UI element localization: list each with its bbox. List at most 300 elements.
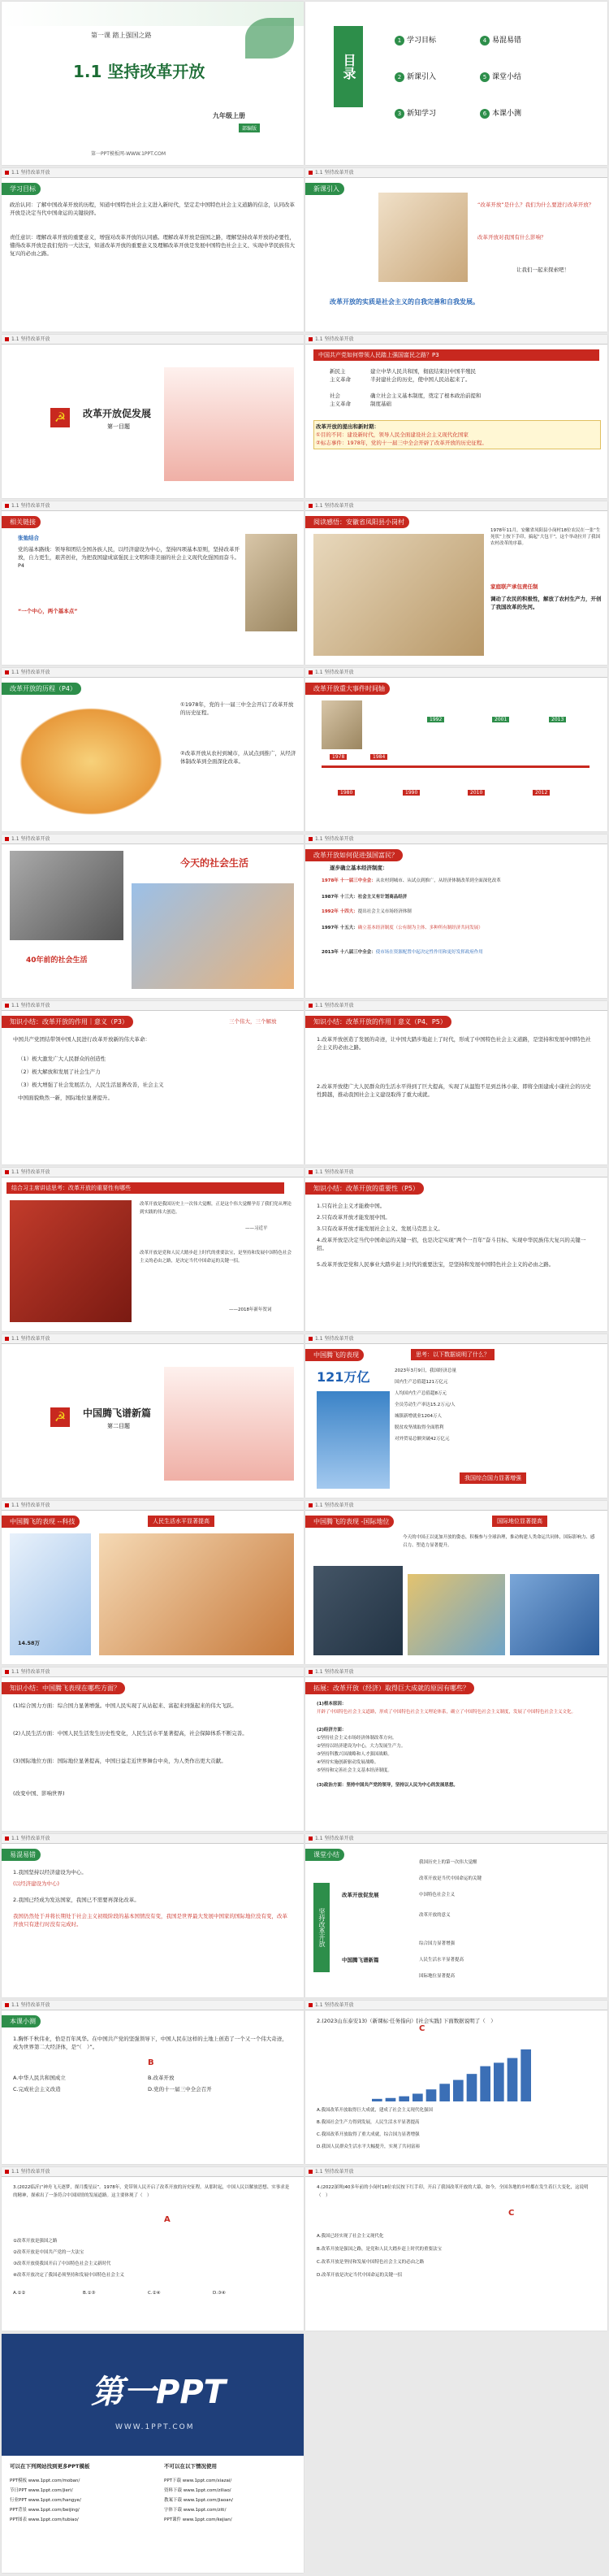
pitfall-item: (以经济建设为中心) (13, 1880, 60, 1887)
data-line: 对外贸易总额突破42万亿元 (395, 1437, 450, 1442)
section-title: 改革开放促发展 (83, 408, 152, 419)
question-bar: 思考：以下数据说明了什么？ (411, 1349, 495, 1360)
role-paragraph: 2.改革开放使广大人民群众的生活水平得到了巨大提高，实现了从温饱不足到总体小康、即将全面建成小康社会的历史性跨越，推动我国社会主义建设取得了重大成就。 (317, 1083, 591, 1098)
data-image (317, 1391, 390, 1489)
slide-contents (305, 2, 607, 165)
slide-header: 1.1 坚持改革开放 (2, 2167, 304, 2177)
cover-footer: 第一PPT模板网-WWW.1PPT.COM (91, 151, 166, 157)
conclusion-label: 人民生活水平显著提高 (148, 1516, 214, 1527)
slide-reasons (305, 1667, 607, 1831)
footer-link[interactable]: 教案下载 www.1ppt.com/jiaoan/ (164, 2498, 233, 2503)
contents-item-6[interactable] (480, 107, 521, 119)
intro-bottom: 改革开放的实质是社会主义的自我完善和自我发展。 (330, 298, 479, 306)
read-text: 1978年11月，安徽省凤阳县小岗村18位农民在一张“生死状”上按下手印，搞起“大包干”，这个举动拉开了我国农村改革的序幕。 (490, 528, 601, 546)
peacekeeper-photo (510, 1574, 599, 1655)
side-note: 三个伟大，三个解放 (229, 1018, 277, 1025)
contents-item-3[interactable] (395, 107, 436, 119)
header-icon (309, 2170, 313, 2174)
section-tag: 改革开放的历程（P4） (2, 683, 81, 695)
chart-bar (467, 2074, 477, 2101)
mindmap-leaf: 改革开放是当代中国命运的关键 (419, 1876, 482, 1881)
chart-bar (453, 2080, 464, 2101)
chart-bar (480, 2066, 490, 2101)
system-subtitle: 逐步确立基本经济制度： (330, 865, 388, 871)
question-bar: 中国共产党如何带领人民踏上强国富民之路？P3 (313, 349, 599, 361)
system-row: 1987年 十三大：社会主义有计划商品经济 (322, 895, 408, 900)
quiz-option[interactable]: ②改革开放是中国共产党的一大法宝 (13, 2250, 84, 2255)
data-line: 人均国内生产总值超8万元 (395, 1391, 447, 1396)
slide-header: 1.1 坚持改革开放 (2, 1834, 304, 1844)
slide-header: 1.1 坚持改革开放 (305, 1501, 607, 1511)
read-result: 调动了农民的积极性，解放了农村生产力，开创了我国改革的先河。 (490, 596, 602, 610)
slide-quiz-1 (2, 2001, 304, 2164)
footer-logo: 第一PPT (91, 2374, 226, 2411)
quiz-question: 2.(2023山东泰安13)（新课标·任务指向）[社会实践] 下面数据说明了（ ） (317, 2018, 496, 2024)
header-icon (5, 837, 9, 841)
speech-quote: 改革开放是我国历史上一次伟大觉醒，正是这个伟大觉醒孕育了我们党从理论到实践的伟大创造。 (140, 1202, 292, 1215)
importance-item: 4.改革开放是决定当代中国命运的关键一招，也是决定实现“两个一百年”奋斗目标、实现中华民族伟大复兴的关键一招。 (317, 1237, 586, 1251)
header-icon (309, 1170, 313, 1174)
contents-item-1[interactable] (395, 34, 436, 46)
contents-label: 课堂小结 (492, 73, 522, 81)
phone-screen-image (10, 1533, 91, 1655)
slide-related-link (2, 501, 304, 665)
contract-image (313, 534, 484, 656)
header-icon (5, 171, 9, 175)
year-marker: 1980 (338, 790, 355, 796)
intro-question: “改革开放”是什么？我们为什么要进行改革开放？ (477, 202, 594, 208)
header-icon (309, 1337, 313, 1341)
event-photo (322, 700, 362, 749)
pitfall-item: 1.我国坚持以经济建设为中心。 (13, 1869, 87, 1876)
importance-item: 2.只有改革开放才能发展中国。 (317, 1214, 391, 1221)
slide-header: 1.1 坚持改革开放 (2, 1667, 304, 1677)
line-paragraph: 党的基本路线：领导和团结全国各族人民，以经济建设为中心，坚持四项基本原则，坚持改革开放，自力更生，艰苦创业，为把我国建成富强民主文明和谐美丽的社会主义现代化强国而奋斗。P4 (18, 546, 240, 569)
footer-link[interactable]: 资料下载 www.1ppt.com/ziliao/ (164, 2488, 231, 2493)
leaf-decoration (245, 18, 294, 59)
role-item: （2）极大解放和发展了社会生产力 (18, 1069, 101, 1075)
slide-header: 1.1 坚持改革开放 (2, 835, 304, 844)
section-tag: 课堂小结 (305, 1849, 344, 1861)
header-icon (5, 1837, 9, 1841)
chart-bar (520, 2049, 531, 2101)
section-tag: 中国腾飞的表现 --科技 (2, 1516, 80, 1528)
chart-bar (439, 2084, 450, 2101)
reason-line: ②坚持以经济建设为中心，大力发展生产力。 (317, 1744, 406, 1749)
reason-line: 开辟了中国特色社会主义道路，形成了中国特色社会主义理论体系，确立了中国特色社会主义制度，发展了中国特色社会主义文化。 (317, 1710, 577, 1715)
year-marker: 2012 (533, 790, 550, 796)
system-row: 1978年 十一届三中全会：从农村到城市、从试点到推广，从经济体制改革到全面深化改革 (322, 878, 501, 883)
mindmap-center: 坚持改革开放 (313, 1883, 330, 1972)
intro-question-2: 改革开放对我国有什么影响？ (477, 234, 546, 241)
slide-road (305, 335, 607, 498)
role-item: 中国面貌焕然一新，国际地位显著提升。 (18, 1095, 113, 1101)
slide-intro (305, 168, 607, 332)
slide-learning-goals (2, 168, 304, 332)
header-icon (309, 337, 313, 341)
num-badge-icon: 6 (480, 109, 490, 119)
slide-quiz-3 (2, 2167, 304, 2331)
section-tag: 中国腾飞的表现 (305, 1349, 364, 1361)
num-badge-icon: 1 (395, 36, 404, 46)
quiz-option[interactable]: ①改革开放是强国之路 (13, 2239, 58, 2244)
mini-stat: 14.58万 (18, 1640, 41, 1646)
slide-header: 1.1 坚持改革开放 (305, 1334, 607, 1344)
contents-item-5[interactable] (480, 71, 521, 82)
quiz-question: 1.胸怀千秋伟业，恰是百年风华。在中国共产党的坚强领导下，中国人民在这样的土地上创造了一个又一个伟大奇迹，成为世界第二大经济体，是“（ ）”。 (13, 2036, 287, 2050)
importance-item: 1.只有社会主义才能救中国。 (317, 1203, 386, 1209)
header-icon (309, 2003, 313, 2007)
reason-line: ④坚持实施创新驱动发展战略。 (317, 1760, 379, 1765)
goal-paragraph-1: 政治认同：了解中国改革开放的历程，知道中国特色社会主义进入新时代，坚定走中国特色社会主义道路的信念，认同改革开放是决定当代中国命运的关键抉择。 (10, 202, 295, 216)
rise-item: (1)综合国力方面：综合国力显著增强。中国人民实现了从站起来、富起来到强起来的伟大飞跃。 (13, 1702, 237, 1709)
year-marker: 1984 (370, 754, 387, 760)
old-life-photo (10, 851, 123, 940)
mindmap-leaf: 综合国力显著增强 (419, 1941, 456, 1946)
section-tag: 新课引入 (305, 183, 344, 195)
section-tag: 易混易错 (2, 1849, 41, 1861)
mindmap-leaf: 国际地位显著提高 (419, 1974, 456, 1979)
highlight-line: ②标志事件：1978年，党的十一届三中全会开辟了改革开放的历史征程。 (316, 440, 487, 446)
quiz-question: 4.(2022深圳)40多年前的小岗村18位农民按下红手印，开启了我国改革开放的大幕，如今，全国各地的乡村都在发生着巨大变化，这说明（ ） (317, 2185, 589, 2198)
slide-summary-role-2 (305, 1001, 607, 1164)
slide-header: 1.1 坚持改革开放 (2, 1001, 304, 1011)
header-icon (5, 670, 9, 674)
edition-badge: 部编版 (239, 124, 260, 132)
slide-quiz-2 (305, 2001, 607, 2164)
footer-link[interactable]: PPT图表 www.1ppt.com/tubiao/ (10, 2517, 79, 2522)
slide-summary-rise (2, 1667, 304, 1831)
header-icon (5, 504, 9, 508)
slide-header: 1.1 坚持改革开放 (305, 835, 607, 844)
section-tag: 改革开放重大事件时间轴 (305, 683, 390, 695)
row-label: 新民主 主义革命 (330, 368, 351, 383)
quiz-option[interactable]: C.改革开放是坚持和发展中国特色社会主义的必由之路 (317, 2260, 425, 2265)
mindmap-branch: 中国腾飞谱新篇 (342, 1957, 379, 1963)
header-icon (309, 1670, 313, 1674)
cover-title: 1.1 坚持改革开放 (73, 62, 205, 81)
tech-photo (99, 1533, 294, 1655)
slide-section-2 (2, 1334, 304, 1498)
role-item: （3）极大增强了社会发展活力，人民生活显著改善，社会主义 (18, 1082, 164, 1088)
question-bar: 结合习主席讲话思考：改革开放的重要性有哪些 (6, 1182, 284, 1194)
system-row: 1997年 十五大：确立基本经济制度（公有制为主体、多种所有制经济共同发展） (322, 926, 483, 930)
quiz-option[interactable]: A.中华人民共和国成立 (13, 2075, 66, 2081)
quiz-answer: C (508, 2209, 515, 2218)
footer-link[interactable]: PPT模板 www.1ppt.com/moban/ (10, 2478, 80, 2483)
slide-timeline (305, 668, 607, 831)
contents-title: 目录 (334, 26, 363, 107)
section-tag: 改革开放如何促进强国富民？ (305, 849, 403, 861)
contents-item-4[interactable] (480, 34, 521, 46)
line-note: “一个中心，两个基本点” (18, 608, 78, 614)
speech-author: ——习近平 (245, 1226, 268, 1231)
gdp-bar-chart (370, 2045, 533, 2101)
footer-url[interactable]: WWW.1PPT.COM (115, 2423, 195, 2431)
slide-mindmap (305, 1834, 607, 1997)
num-badge-icon: 3 (395, 109, 404, 119)
data-line: 城镇新增就业1204万人 (395, 1414, 442, 1419)
old-caption: 40年前的社会生活 (26, 956, 88, 965)
mindmap-leaf: 人民生活水平显著提高 (419, 1958, 464, 1962)
slide-data (305, 1334, 607, 1498)
contents-item-2[interactable] (395, 71, 436, 82)
quiz-option[interactable]: D.③④ (213, 2291, 226, 2296)
grade-label: 九年级上册 (213, 112, 245, 119)
slide-header: 1.1 坚持改革开放 (2, 501, 304, 511)
system-row: 2013年 十八届三中全会：使市场在资源配置中起决定性作用和更好发挥政府作用 (322, 950, 483, 955)
slide-cover (2, 2, 304, 165)
header-icon (5, 1670, 9, 1674)
slide-header: 1.1 坚持改革开放 (305, 335, 607, 345)
cartoon-image (378, 193, 468, 282)
quiz-option[interactable]: A.①② (13, 2291, 26, 2296)
pitfall-item: 我国仍然处于并将长期处于社会主义初级阶段的基本国情没有变，我国是世界最大发展中国家的国际地位没有变，改革开放只有进行时没有完成时。 (13, 1913, 287, 1928)
section-tag: 阅读感悟：安徽省凤阳县小岗村 (305, 516, 409, 528)
rise-note: (改变中国、影响世界) (13, 1790, 65, 1797)
section-tag: 知识小结：改革开放的作用｜意义（P4、P5） (305, 1016, 451, 1028)
system-row: 1992年 十四大：提出社会主义市场经济体制 (322, 909, 412, 914)
slide-quiz-4 (305, 2167, 607, 2331)
header-icon (309, 1004, 313, 1008)
slide-economic-system (305, 835, 607, 998)
chart-bar (508, 2058, 518, 2101)
slide-header: 1.1 坚持改革开放 (2, 668, 304, 678)
reason-line: ①坚持社会主义市场经济体制改革方向。 (317, 1736, 397, 1741)
row-text: 建立中华人民共和国，彻底结束旧中国半殖民 半封建社会的历史，使中国人民站起来了。 (370, 368, 476, 383)
conclusion-label: 我国综合国力显著增强 (460, 1472, 526, 1484)
slide-history (2, 668, 304, 831)
footer-promo (2, 2334, 304, 2573)
slide-header: 1.1 坚持改革开放 (305, 1001, 607, 1011)
contents-label: 新知学习 (407, 110, 437, 118)
footer-panel (2, 2456, 304, 2573)
year-marker: 2010 (468, 790, 485, 796)
slide-header: 1.1 坚持改革开放 (2, 2001, 304, 2010)
role-item: （1）极大激发广大人民群众的创造性 (18, 1056, 106, 1062)
num-badge-icon: 2 (395, 72, 404, 82)
rise-item: (2)人民生活方面：中国人民生活发生历史性变化，人民生活水平显著提高，社会保障体系不断完善。 (13, 1730, 248, 1737)
mindmap-leaf: 我国历史上的第一次伟大觉醒 (419, 1860, 477, 1865)
footer-link[interactable]: 字体下载 www.1ppt.com/ziti/ (164, 2508, 227, 2513)
reason-line: ③坚持科教兴国战略和人才强国战略。 (317, 1752, 392, 1757)
role-lead: 中国共产党团结带领中国人民进行改革开放新的伟大革命： (13, 1036, 150, 1043)
data-line: 全员劳动生产率达15.2万元/人 (395, 1403, 456, 1407)
footer-heading: 不可以在以下情况使用 (164, 2463, 217, 2470)
slide-header: 1.1 坚持改革开放 (2, 1334, 304, 1344)
chart-bar (426, 2089, 437, 2101)
slide-xiaogang (305, 501, 607, 665)
header-icon (309, 837, 313, 841)
slide-header: 1.1 坚持改革开放 (305, 168, 607, 178)
chart-bar (494, 2062, 504, 2101)
section-tag: 本课小测 (2, 2015, 41, 2027)
slide-speech (2, 1168, 304, 1331)
mindmap-branch: 改革开放促发展 (342, 1892, 379, 1898)
slide-header: 1.1 坚持改革开放 (2, 168, 304, 178)
slide-pitfalls (2, 1834, 304, 1997)
timeline-line (322, 765, 590, 768)
importance-item: 5.改革开放是党和人民事业大踏步赶上时代的重要法宝，是坚持和发展中国特色社会主义的必由之路。 (317, 1261, 555, 1268)
slide-tech (2, 1501, 304, 1664)
new-caption: 今天的社会生活 (180, 857, 249, 869)
num-badge-icon: 4 (480, 36, 490, 46)
header-icon (5, 1337, 9, 1341)
party-emblem-icon: ☭ (50, 408, 70, 427)
pitfall-item: 2.我国已经成为发达国家，我国已不需要再深化改革。 (13, 1897, 140, 1903)
highlight-box (313, 420, 601, 449)
slide-section-1 (2, 335, 304, 498)
header-icon (5, 2003, 9, 2007)
contents-label: 新课引入 (407, 73, 437, 81)
party-emblem-icon: ☭ (50, 1407, 70, 1427)
quiz-option[interactable]: ③改革开放使我国开启了中国特色社会主义新时代 (13, 2262, 111, 2266)
year-marker: 2013 (549, 717, 566, 722)
slide-life-compare (2, 835, 304, 998)
role-paragraph: 1.改革开放创造了发展的奇迹，让中国大踏步地赶上了时代，形成了中国特色社会主义道路，是坚持和发展中国特色社会主义的必由之路。 (317, 1036, 591, 1051)
header-icon (5, 337, 9, 341)
unit-label: 第一课 踏上强国之路 (91, 32, 152, 39)
speaker-photo (313, 1566, 403, 1655)
slide-header: 1.1 坚持改革开放 (2, 1168, 304, 1177)
contents-label: 本课小测 (492, 110, 522, 118)
slide-header: 1.1 坚持改革开放 (305, 1834, 607, 1844)
world-map-image (408, 1574, 505, 1655)
section-subtitle: 第二目题 (107, 1423, 130, 1429)
quiz-option[interactable]: A.我国已经实现了社会主义现代化 (317, 2234, 384, 2239)
speaker-photo (10, 1200, 132, 1322)
header-icon (5, 1170, 9, 1174)
reason-line: ⑤坚持和完善社会主义基本经济制度。 (317, 1768, 392, 1773)
footer-link[interactable]: 节日PPT www.1ppt.com/jieri/ (10, 2488, 73, 2493)
footer-heading: 可以在下列网站找到更多PPT模板 (10, 2463, 90, 2470)
footer-link[interactable]: PPT课件 www.1ppt.com/kejian/ (164, 2517, 232, 2522)
header-icon (309, 1837, 313, 1841)
num-badge-icon: 5 (480, 72, 490, 82)
intl-text: 今天的中国正以更加开放的姿态，积极参与全球治理，推动构建人类命运共同体，国际影响力、感召力、塑造力显著提升。 (403, 1535, 595, 1548)
quiz-answer: C (419, 2024, 425, 2033)
chart-bar (399, 2097, 409, 2101)
history-point-1: ①1978年，党的十一届三中全会开启了改革开放的历史征程。 (180, 701, 294, 716)
header-icon (309, 171, 313, 175)
quiz-option[interactable]: C.②④ (148, 2291, 161, 2296)
year-marker: 1978 (330, 754, 347, 760)
conclusion-label: 国际地位显著提高 (492, 1516, 547, 1527)
chart-bar (386, 2098, 396, 2101)
section-tag: 中国腾飞的表现 -国际地位 (305, 1516, 394, 1528)
slide-header: 1.1 坚持改革开放 (305, 1667, 607, 1677)
goal-paragraph-2: 责任意识：理解改革开放的重要意义，增强对改革开放的认同感。理解改革开放是强国之路，理解坚持改革开放的必要性，懂得改革开放是我们党的一大法宝，知道改革开放的重要意义及理解改革开放是发展中国特色社会主义、实现中华民族伟大复兴的必由之路。 (10, 234, 295, 257)
slide-summary-role-1 (2, 1001, 304, 1164)
slide-header: 1.1 坚持改革开放 (305, 501, 607, 511)
big-number: 121万亿 (317, 1369, 370, 1385)
chart-bar (372, 2099, 382, 2101)
related-photo (245, 534, 297, 631)
contents-label: 学习目标 (407, 37, 437, 45)
sub-label: 张弛结合 (18, 535, 39, 541)
mindmap-leaf: 改革开放的意义 (419, 1913, 451, 1918)
quiz-option[interactable]: B.我国社会生产力得到发展，人民生活水平显著提高 (317, 2120, 420, 2125)
importance-item: 3.只有改革开放才能发展社会主义、发展马克思主义。 (317, 1225, 443, 1232)
quiz-question: 3.(2022临沂)“神舟飞天逐梦，探月揽星辰”。1978年，党带领人民开启了改革开放的历史征程。从那时起，中国人民以解放思想、实事求是的精神，探索出了一条符合中国国情的发展道路。这主要体现了（ ） (13, 2185, 290, 2198)
chart-bar (412, 2093, 423, 2101)
header-icon (309, 670, 313, 674)
mindmap-leaf: 中国特色社会主义 (419, 1893, 456, 1897)
slide-intl (305, 1501, 607, 1664)
header-icon (5, 2170, 9, 2174)
row-text: 确立社会主义基本制度，奠定了根本政治前提和 制度基础 (370, 392, 482, 407)
read-title: 家庭联产承包责任制 (490, 583, 538, 590)
highlight-line: ①目的不同：建设新时代，领导人民全面建设社会主义现代化国家 (316, 432, 469, 438)
quiz-option[interactable]: ④改革开放决定了我国必须坚持和发展中国特色社会主义 (13, 2273, 124, 2278)
section-tag: 知识小结：中国腾飞表现在哪些方面？ (2, 1682, 125, 1694)
reason-line: (2)经济方面： (317, 1728, 347, 1733)
quiz-answer: A (164, 2215, 171, 2224)
slide-header: 1.1 坚持改革开放 (305, 2001, 607, 2010)
quiz-option[interactable]: B.①③ (83, 2291, 96, 2296)
section-subtitle: 第一目题 (107, 423, 130, 430)
china-map-image (10, 700, 172, 822)
great-wall-image (164, 367, 294, 481)
quiz-option[interactable]: B.改革开放 (148, 2075, 175, 2081)
quiz-option[interactable]: B.改革开放是强国之路，是党和人民大踏步赶上时代的重要法宝 (317, 2247, 443, 2252)
reason-line: (1)根本原因： (317, 1702, 347, 1706)
slide-header: 1.1 坚持改革开放 (305, 1168, 607, 1177)
footer-link[interactable]: 行业PPT www.1ppt.com/hangye/ (10, 2498, 81, 2503)
year-marker: 1990 (403, 790, 420, 796)
section-tag: 相关链接 (2, 516, 41, 528)
quiz-option[interactable]: A.我国改革开放取得巨大成就，建成了社会主义现代化强国 (317, 2108, 433, 2113)
footer-link[interactable]: PPT下载 www.1ppt.com/xiazai/ (164, 2478, 232, 2483)
section-title: 中国腾飞谱新篇 (83, 1407, 152, 1419)
slide-header: 1.1 坚持改革开放 (305, 2167, 607, 2177)
data-line: 脱贫攻坚战取得全面胜利 (395, 1425, 444, 1430)
section-tag: 知识小结：改革开放的作用｜意义（P3） (2, 1016, 133, 1028)
contents-label: 易混易错 (492, 37, 522, 45)
slide-header: 1.1 坚持改革开放 (2, 1501, 304, 1511)
history-point-2: ②改革开放从农村到城市，从试点到推广，从经济体制改革到全面深化改革。 (180, 750, 296, 765)
speech-date: ——2018年新年贺词 (229, 1308, 272, 1312)
great-wall-image (164, 1367, 294, 1481)
data-line: 2023年3月9日，我国经济总量 (395, 1368, 456, 1373)
rise-item: (3)国际地位方面：国际地位显著提高，中国日益走近世界舞台中央，为人类作出更大贡献。 (13, 1758, 227, 1764)
header-icon (5, 1004, 9, 1008)
quiz-option[interactable]: D.党的十一届三中全会召开 (148, 2086, 212, 2092)
header-icon (5, 1503, 9, 1507)
footer-link[interactable]: PPT背景 www.1ppt.com/beijing/ (10, 2508, 80, 2513)
section-tag: 知识小结：改革开放的重要性（P5） (305, 1182, 424, 1195)
section-tag: 学习目标 (2, 183, 41, 195)
slide-header: 1.1 坚持改革开放 (305, 668, 607, 678)
quiz-option[interactable]: C.我国改革开放取得了重大成就，综合国力显著增强 (317, 2132, 420, 2137)
header-icon (309, 1503, 313, 1507)
header-icon (309, 504, 313, 508)
section-tag: 拓展：改革开放（经济）取得巨大成就的原因有哪些？ (305, 1682, 474, 1694)
data-line: 国内生产总值超121万亿元 (395, 1380, 448, 1385)
quiz-option[interactable]: D.改革开放是决定当代中国命运的关键一招 (317, 2273, 402, 2278)
year-marker: 1992 (427, 717, 444, 722)
highlight-title: 改革开放的提出和新时期： (316, 423, 379, 430)
speech-text: 改革开放是党和人民大踏步赶上时代的重要法宝，是坚持和发展中国特色社会主义的必由之路，是决定当代中国命运的关键一招。 (140, 1251, 292, 1264)
quiz-answer: B (148, 2058, 154, 2067)
quiz-option[interactable]: C.完成社会主义改造 (13, 2086, 61, 2092)
intro-caption: 让我们一起来探索吧！ (516, 267, 569, 273)
slide-header: 1.1 坚持改革开放 (2, 335, 304, 345)
reason-line: (3)政治方面：坚持中国共产党的领导，坚持以人民为中心的发展思想。 (317, 1783, 458, 1788)
quiz-option[interactable]: D.我国人民群众生活水平大幅提升，实现了共同富裕 (317, 2144, 420, 2149)
slide-importance (305, 1168, 607, 1331)
year-marker: 2001 (492, 717, 509, 722)
